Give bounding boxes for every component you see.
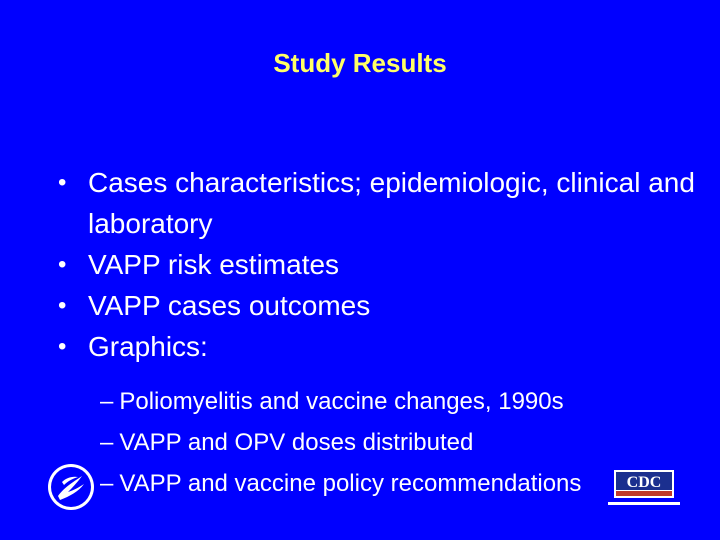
bullet-text: VAPP cases outcomes	[88, 290, 371, 321]
sub-bullet-item	[100, 381, 720, 422]
sub-bullet-text: Poliomyelitis and vaccine changes, 1990s	[119, 388, 564, 415]
bullet-marker: •	[58, 333, 67, 360]
bullet-marker: •	[58, 251, 67, 278]
bullet-text: VAPP risk estimates	[88, 249, 340, 280]
bullet-marker: •	[58, 292, 67, 319]
hhs-eagle-icon	[46, 462, 96, 512]
bullet-item	[58, 326, 698, 367]
cdc-logo-text: CDC	[626, 474, 662, 491]
bullet-item	[58, 162, 698, 244]
sub-bullet-marker: –	[100, 470, 114, 497]
sub-bullet-marker: –	[100, 429, 114, 456]
sub-bullet-item	[100, 422, 720, 463]
bullet-text: Graphics:	[88, 331, 208, 362]
bullet-marker: •	[58, 169, 67, 196]
slide-title: Study Results	[273, 48, 447, 78]
bullet-list	[58, 162, 698, 367]
sub-bullet-text: VAPP and OPV doses distributed	[119, 429, 474, 456]
sub-bullet-marker: –	[100, 388, 114, 415]
bullet-item	[58, 285, 698, 326]
bullet-text: Cases characteristics; epidemiologic, clinical and laboratory	[88, 167, 695, 239]
cdc-logo-icon	[606, 468, 682, 514]
bullet-item	[58, 244, 698, 285]
sub-bullet-text: VAPP and vaccine policy recommendations	[119, 470, 582, 497]
